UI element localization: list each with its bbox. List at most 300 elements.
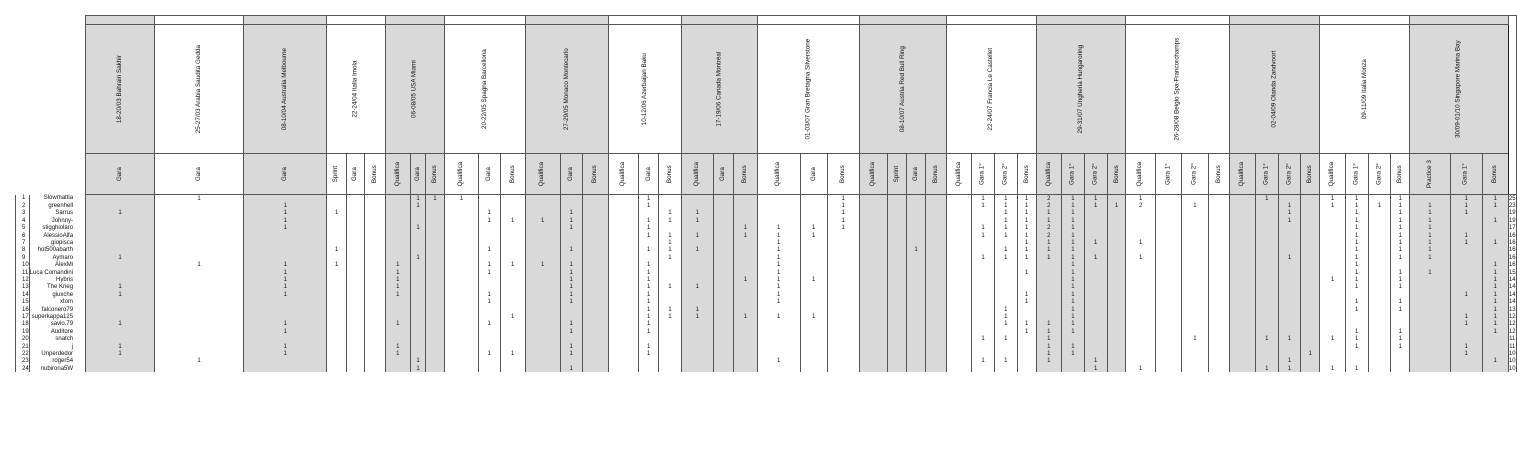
score-cell — [1017, 313, 1036, 320]
score-cell — [426, 284, 445, 291]
player-rank: 23 — [16, 358, 30, 365]
score-cell: 1 — [1345, 262, 1368, 269]
score-cell — [444, 225, 478, 232]
score-cell — [1230, 335, 1256, 342]
score-cell — [1410, 358, 1451, 365]
score-cell: 1 — [1345, 306, 1368, 313]
score-cell — [1107, 328, 1126, 335]
score-cell: 1 — [478, 262, 500, 269]
score-cell — [1301, 328, 1320, 335]
score-cell — [734, 254, 758, 261]
score-cell — [1301, 232, 1320, 239]
score-cell — [1255, 306, 1278, 313]
table-row — [16, 284, 1517, 291]
score-cell: 1 — [1345, 284, 1368, 291]
score-cell — [1410, 276, 1451, 283]
score-cell: 1 — [1062, 276, 1085, 283]
score-cell — [444, 269, 478, 276]
score-cell: 1 — [1345, 335, 1368, 342]
player-rank: 4 — [16, 217, 30, 224]
player-name: stigghiolaro — [29, 225, 85, 232]
score-cell: 1 — [1062, 195, 1085, 203]
score-cell — [1450, 335, 1482, 342]
score-cell: 1 — [1107, 202, 1126, 209]
score-cell — [994, 365, 1017, 372]
session-header — [887, 154, 906, 195]
score-cell — [887, 225, 906, 232]
score-cell — [907, 350, 925, 357]
score-cell: 1 — [757, 225, 800, 232]
score-cell — [1278, 239, 1301, 246]
score-cell — [658, 269, 681, 276]
score-cell — [925, 350, 946, 357]
score-cell — [639, 365, 659, 372]
score-cell — [86, 306, 155, 313]
score-cell — [1301, 335, 1320, 342]
score-cell: 1 — [994, 202, 1017, 209]
score-cell — [154, 328, 243, 335]
score-cell: 1 — [1450, 232, 1482, 239]
score-cell — [426, 358, 445, 365]
score-cell — [1450, 276, 1482, 283]
score-cell — [994, 269, 1017, 276]
score-cell — [1017, 335, 1036, 342]
score-cell — [887, 210, 906, 217]
score-cell — [972, 313, 995, 320]
session-header — [639, 154, 659, 195]
score-cell: 1 — [757, 232, 800, 239]
player-name: nubirona5W — [29, 365, 85, 372]
score-cell — [1391, 358, 1410, 365]
score-cell — [994, 239, 1017, 246]
round-number — [1410, 16, 1509, 25]
score-cell: 1 — [1368, 202, 1391, 209]
score-cell — [972, 239, 995, 246]
score-cell — [500, 225, 525, 232]
score-cell: 1 — [972, 232, 995, 239]
score-cell — [364, 276, 385, 283]
score-cell — [327, 276, 346, 283]
table-row — [16, 343, 1517, 350]
score-cell — [1155, 276, 1181, 283]
score-cell: 1 — [560, 284, 582, 291]
score-cell — [1107, 210, 1126, 217]
score-cell — [1155, 328, 1181, 335]
score-cell — [1084, 313, 1107, 320]
score-cell — [972, 328, 995, 335]
score-cell: 2 — [1036, 202, 1062, 209]
score-cell — [411, 328, 426, 335]
score-cell — [86, 247, 155, 254]
score-cell: 1 — [525, 217, 560, 224]
score-cell — [1320, 232, 1346, 239]
player-total: 12 — [1508, 321, 1516, 328]
score-cell — [946, 269, 972, 276]
score-cell — [608, 313, 639, 320]
score-cell — [1126, 328, 1155, 335]
score-cell — [1208, 335, 1230, 342]
score-cell — [1410, 262, 1451, 269]
score-cell: 1 — [1062, 350, 1085, 357]
score-cell: 1 — [757, 269, 800, 276]
score-cell — [1368, 335, 1391, 342]
score-cell — [86, 276, 155, 283]
score-cell: 1 — [1036, 350, 1062, 357]
score-cell — [1084, 276, 1107, 283]
score-cell: 1 — [478, 210, 500, 217]
score-cell — [478, 343, 500, 350]
score-cell — [426, 232, 445, 239]
score-cell: 1 — [327, 262, 346, 269]
score-cell — [154, 335, 243, 342]
score-cell — [734, 321, 758, 328]
score-cell: 1 — [639, 247, 659, 254]
score-cell — [1107, 291, 1126, 298]
score-cell — [1301, 217, 1320, 224]
score-cell — [1126, 298, 1155, 305]
score-cell — [525, 298, 560, 305]
table-row — [16, 210, 1517, 217]
score-cell — [1208, 262, 1230, 269]
score-cell — [1482, 254, 1508, 261]
score-cell — [426, 202, 445, 209]
score-cell — [800, 269, 827, 276]
score-cell — [859, 321, 887, 328]
score-cell — [887, 306, 906, 313]
score-cell: 1 — [1450, 291, 1482, 298]
score-cell — [500, 254, 525, 261]
score-cell: 1 — [1255, 335, 1278, 342]
score-cell — [859, 306, 887, 313]
score-cell: 1 — [1391, 217, 1410, 224]
player-name: Hybris — [29, 276, 85, 283]
score-cell: 1 — [560, 217, 582, 224]
score-cell — [1036, 298, 1062, 305]
score-cell — [608, 284, 639, 291]
score-cell: 1 — [1410, 239, 1451, 246]
score-cell: 1 — [1345, 202, 1368, 209]
score-cell — [385, 247, 411, 254]
score-cell: 1 — [1062, 328, 1085, 335]
session-header — [1036, 154, 1062, 195]
score-cell — [1482, 343, 1508, 350]
standings-table — [15, 15, 1517, 372]
score-cell — [907, 335, 925, 342]
score-cell — [608, 298, 639, 305]
score-cell: 2 — [1036, 195, 1062, 203]
session-label: Gara 2° — [1091, 163, 1099, 185]
score-cell — [608, 343, 639, 350]
score-cell — [859, 210, 887, 217]
score-cell: 1 — [1278, 335, 1301, 342]
score-cell — [887, 358, 906, 365]
score-cell — [86, 195, 155, 203]
score-cell: 1 — [244, 350, 327, 357]
event-label: 08-10/07 Austria Red Bull Ring — [898, 45, 906, 132]
event-label: 02-04/09 Olanda Zandvoort — [1270, 50, 1278, 128]
score-cell — [658, 195, 681, 203]
score-cell: 1 — [1182, 202, 1208, 209]
player-total: 10 — [1508, 365, 1516, 372]
score-cell — [1255, 350, 1278, 357]
score-cell — [1230, 195, 1256, 203]
score-cell: 1 — [560, 210, 582, 217]
score-cell: 1 — [1062, 202, 1085, 209]
session-label: Bonus — [665, 164, 673, 183]
score-cell — [1182, 269, 1208, 276]
score-cell — [658, 276, 681, 283]
score-cell — [478, 335, 500, 342]
score-cell — [713, 328, 733, 335]
score-cell — [364, 328, 385, 335]
score-cell — [525, 195, 560, 203]
score-cell — [1368, 291, 1391, 298]
score-cell — [1084, 328, 1107, 335]
score-cell — [1208, 202, 1230, 209]
score-cell — [327, 365, 346, 372]
session-label: Gara — [719, 166, 727, 181]
score-cell: 1 — [244, 269, 327, 276]
score-cell — [364, 298, 385, 305]
score-cell — [859, 328, 887, 335]
score-cell — [444, 284, 478, 291]
score-cell: 1 — [1017, 247, 1036, 254]
score-cell: 1 — [757, 254, 800, 261]
score-cell — [734, 350, 758, 357]
score-cell — [1107, 335, 1126, 342]
score-cell — [1155, 358, 1181, 365]
score-cell — [1126, 232, 1155, 239]
score-cell — [1255, 262, 1278, 269]
score-cell — [1320, 254, 1346, 261]
player-rank: 16 — [16, 306, 30, 313]
score-cell: 1 — [1391, 247, 1410, 254]
score-cell — [364, 284, 385, 291]
score-cell — [1320, 239, 1346, 246]
score-cell — [827, 232, 859, 239]
score-cell: 1 — [757, 247, 800, 254]
score-cell — [946, 247, 972, 254]
score-cell — [500, 269, 525, 276]
score-cell: 1 — [86, 284, 155, 291]
score-cell — [1301, 306, 1320, 313]
score-cell — [859, 254, 887, 261]
event-label: 08-10/04 Australia Melbourne — [281, 47, 289, 131]
session-header — [154, 154, 243, 195]
score-cell: 1 — [1036, 343, 1062, 350]
score-cell — [925, 217, 946, 224]
score-cell — [1126, 313, 1155, 320]
score-cell: 1 — [478, 298, 500, 305]
score-cell: 1 — [827, 217, 859, 224]
score-cell: 1 — [800, 232, 827, 239]
score-cell — [327, 358, 346, 365]
session-label: Gara — [351, 166, 359, 181]
session-header — [800, 154, 827, 195]
score-cell — [582, 313, 608, 320]
session-header — [1062, 154, 1085, 195]
score-cell — [1482, 365, 1508, 372]
score-cell — [1368, 343, 1391, 350]
score-cell: 1 — [1345, 298, 1368, 305]
score-cell: 1 — [525, 262, 560, 269]
score-cell — [1230, 262, 1256, 269]
score-cell — [827, 313, 859, 320]
score-cell — [154, 306, 243, 313]
score-cell: 1 — [1450, 239, 1482, 246]
score-cell — [713, 298, 733, 305]
round-number — [1126, 16, 1230, 25]
score-cell: 1 — [1450, 195, 1482, 203]
score-cell — [327, 313, 346, 320]
score-cell — [1391, 321, 1410, 328]
score-cell — [525, 254, 560, 261]
score-cell — [385, 225, 411, 232]
score-cell — [444, 365, 478, 372]
session-header — [658, 154, 681, 195]
score-cell — [1155, 210, 1181, 217]
score-cell — [972, 210, 995, 217]
score-cell — [925, 210, 946, 217]
score-cell — [1278, 232, 1301, 239]
score-cell — [346, 313, 364, 320]
score-cell — [1126, 210, 1155, 217]
score-cell — [1450, 247, 1482, 254]
score-cell: 1 — [1320, 365, 1346, 372]
player-name: superkappa125 — [29, 313, 85, 320]
score-cell: 1 — [972, 202, 995, 209]
score-cell — [426, 321, 445, 328]
score-cell — [364, 358, 385, 365]
score-cell — [1278, 291, 1301, 298]
score-cell: 1 — [1391, 269, 1410, 276]
score-cell: 1 — [1410, 254, 1451, 261]
score-cell — [478, 232, 500, 239]
score-cell — [1182, 225, 1208, 232]
score-cell: 1 — [1391, 239, 1410, 246]
score-cell — [444, 217, 478, 224]
score-cell: 1 — [1062, 343, 1085, 350]
score-cell — [1278, 313, 1301, 320]
score-cell — [478, 328, 500, 335]
score-cell: 1 — [1410, 202, 1451, 209]
score-cell — [1208, 328, 1230, 335]
score-cell — [560, 239, 582, 246]
score-cell — [1107, 343, 1126, 350]
score-cell — [658, 225, 681, 232]
score-cell: 1 — [1017, 217, 1036, 224]
round-number — [525, 16, 608, 25]
score-cell — [946, 254, 972, 261]
score-cell — [887, 276, 906, 283]
player-name: roger54 — [29, 358, 85, 365]
score-cell — [444, 291, 478, 298]
session-label: Qualifica — [1238, 161, 1246, 187]
score-cell — [1126, 276, 1155, 283]
score-cell — [925, 335, 946, 342]
score-cell — [1368, 306, 1391, 313]
score-cell: 1 — [1345, 269, 1368, 276]
score-cell — [364, 343, 385, 350]
table-row — [16, 276, 1517, 283]
score-cell: 1 — [658, 232, 681, 239]
session-label: Gara 1° — [1352, 163, 1360, 185]
score-cell — [154, 247, 243, 254]
score-cell: 1 — [1410, 225, 1451, 232]
score-cell — [658, 365, 681, 372]
score-cell — [327, 335, 346, 342]
score-cell — [1410, 291, 1451, 298]
score-cell — [346, 335, 364, 342]
score-cell: 1 — [1062, 284, 1085, 291]
score-cell — [525, 321, 560, 328]
score-cell — [525, 202, 560, 209]
score-cell — [1182, 276, 1208, 283]
score-cell: 1 — [560, 225, 582, 232]
score-cell — [1107, 269, 1126, 276]
score-cell — [757, 328, 800, 335]
session-label: Gara — [281, 166, 289, 181]
score-cell: 1 — [1391, 232, 1410, 239]
score-cell — [327, 298, 346, 305]
score-cell — [385, 232, 411, 239]
event-header — [1320, 25, 1410, 154]
score-cell — [713, 239, 733, 246]
score-cell — [1278, 306, 1301, 313]
player-rank: 8 — [16, 247, 30, 254]
score-cell — [346, 328, 364, 335]
score-cell — [859, 365, 887, 372]
player-total: 16 — [1508, 232, 1516, 239]
score-cell — [1230, 321, 1256, 328]
score-cell — [827, 350, 859, 357]
score-cell — [1301, 321, 1320, 328]
score-cell: 1 — [411, 254, 426, 261]
player-rank: 17 — [16, 313, 30, 320]
score-cell — [154, 291, 243, 298]
score-cell — [639, 335, 659, 342]
score-cell: 1 — [994, 306, 1017, 313]
score-cell: 1 — [972, 195, 995, 203]
session-label: Gara — [809, 166, 817, 181]
score-cell — [713, 291, 733, 298]
score-cell — [734, 306, 758, 313]
score-cell — [925, 225, 946, 232]
score-cell — [525, 284, 560, 291]
table-row — [16, 225, 1517, 232]
score-cell — [86, 358, 155, 365]
score-cell — [1208, 306, 1230, 313]
score-cell — [713, 313, 733, 320]
score-cell — [1320, 262, 1346, 269]
session-header — [907, 154, 925, 195]
score-cell — [972, 343, 995, 350]
score-cell — [500, 239, 525, 246]
score-cell — [154, 202, 243, 209]
session-label: Gara — [413, 166, 421, 181]
score-cell — [1062, 335, 1085, 342]
score-cell: 1 — [500, 313, 525, 320]
score-cell — [1155, 298, 1181, 305]
score-cell — [994, 343, 1017, 350]
session-header — [1450, 154, 1482, 195]
session-label: Gara 2° — [1375, 163, 1383, 185]
player-name: snatch — [29, 335, 85, 342]
session-header — [1230, 154, 1256, 195]
score-cell: 1 — [639, 284, 659, 291]
score-cell — [800, 284, 827, 291]
score-cell — [364, 350, 385, 357]
